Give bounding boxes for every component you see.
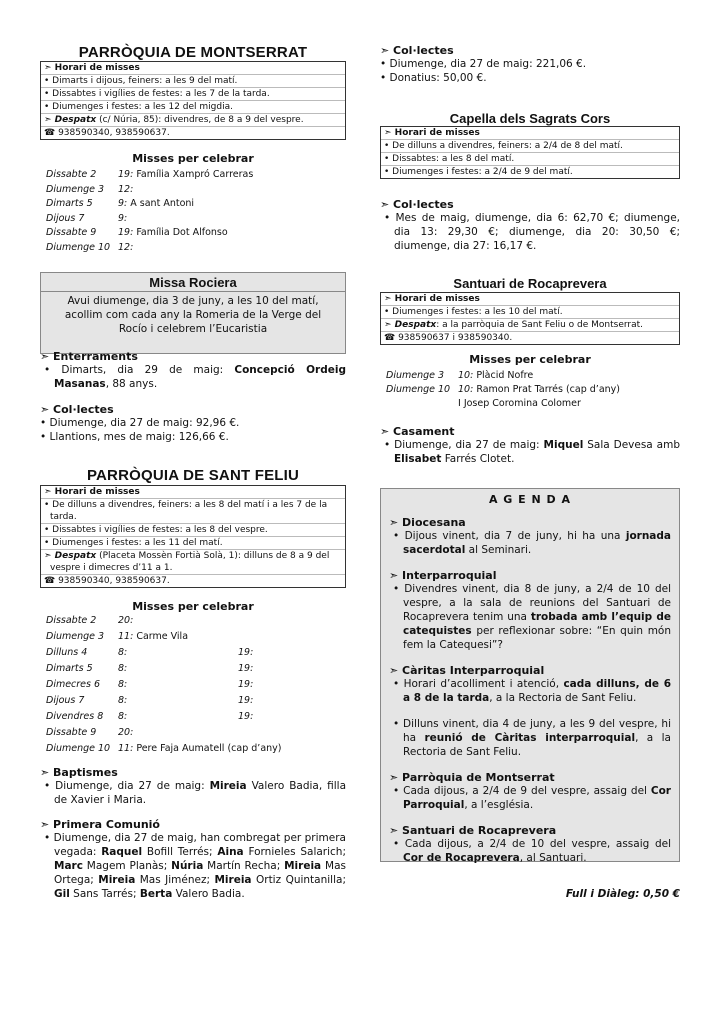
misses-hour: 11: [118, 631, 134, 642]
agenda-caritas1-post: , a la Rectoria de Sant Feliu. [489, 692, 637, 704]
misses-text: Plàcid Nofre [473, 370, 534, 381]
misses-hour-2: 19: [238, 695, 254, 706]
baptismes-pre: • Diumenge, dia 27 de maig: [44, 780, 210, 792]
footer-price: Full i Diàleg: 0,50 € [565, 888, 680, 900]
montserrat-misses-table [40, 168, 346, 256]
capella-horari-item: • De dilluns a divendres, feiners: a 2/4 de 8 del matí. [381, 140, 679, 153]
misses-row [40, 168, 346, 183]
enterraments-pre: • Dimarts, dia 29 de maig: [44, 364, 235, 376]
misses-intention [118, 197, 194, 211]
enterraments-text [40, 363, 346, 391]
misses-intention [118, 742, 282, 756]
misses-text: Ramon Prat Tarrés (cap d’any) [473, 384, 620, 395]
rocaprevera-misses-table [380, 369, 680, 411]
agenda-sr-text [389, 837, 671, 865]
agenda-caritas2-post: , a la Rectoria de Sant Feliu. [403, 732, 671, 758]
agenda-diocesana-title: ➣ Diocesana [389, 516, 466, 529]
montserrat-despatx [41, 114, 345, 127]
rocaprevera-title: Santuari de Rocaprevera [453, 276, 607, 291]
misses-day: Dijous 7 [46, 212, 85, 224]
misses-day: Diumenge 10 [46, 241, 111, 253]
comunio-first-name: Berta [139, 888, 173, 900]
misses-hour-2: 19: [238, 647, 254, 658]
despatx-label: ➣ Despatx [44, 115, 97, 125]
misses-row [40, 212, 346, 227]
rocaprevera-despatx [381, 319, 679, 332]
agenda-caritas-text-2 [389, 717, 671, 759]
misses-hour: 8: [118, 695, 128, 706]
collectes-c-text: • Mes de maig, diumenge, dia 6: 62,70 €; diumenge, dia 13: 29,30 €; diumenge, dia 20: 30,50 €; diumenge, dia 27: 16,17 €. [384, 212, 680, 252]
santfeliu-horari-item: • Dissabtes i vigílies de festes: a les 8 del vespre. [41, 524, 345, 537]
misses-row [380, 383, 680, 397]
baptismes-title: ➣ Baptismes [40, 766, 118, 779]
misses-hour: 8: [118, 711, 128, 722]
misses-intention [118, 694, 127, 708]
agenda-title: A G E N D A [488, 493, 572, 506]
santfeliu-phone: ☎ 938590340, 938590637. [44, 576, 170, 586]
misses-intention [118, 241, 133, 255]
agenda-sr-pre: • Cada dijous, a 2/4 de 10 del vespre, assaig del [393, 838, 671, 850]
comunio-first-name: Gil [54, 888, 70, 900]
misses-hour-2: 19: [238, 711, 254, 722]
misses-day: Dilluns 4 [46, 647, 88, 658]
misses-row [40, 678, 346, 694]
rociera-title: Missa Rociera [41, 273, 345, 292]
misses-day: Dimecres 6 [46, 679, 101, 690]
comunio-last-name: Mas Ortega; [54, 860, 346, 886]
enterraments-title: ➣ Enterraments [40, 350, 138, 363]
capella-horari-item: • Dissabtes: a les 8 del matí. [381, 153, 679, 166]
comunio-last-name: Fornieles Salarich; [243, 846, 346, 858]
misses-day: Diumenge 10 [386, 384, 451, 395]
collectes-sf-item: • Donatius: 50,00 €. [380, 72, 487, 84]
misses-hour-2: 19: [238, 679, 254, 690]
agenda-pm-text [389, 784, 671, 812]
misses-hour: 11: [118, 743, 134, 754]
rociera-text: Avui diumenge, dia 3 de juny, a les 10 del matí, acollim com cada any la Romeria de la Verge del Rocío i celebrem l’Eucaristia [64, 295, 322, 335]
casament-section [380, 425, 680, 466]
misses-row-extra [380, 397, 680, 411]
misses-hour: 8: [118, 679, 128, 690]
misses-hour: 12: [118, 183, 134, 195]
misses-intention [118, 226, 228, 240]
casament-name-1: Miquel [543, 439, 584, 451]
capella-horari-box [380, 126, 680, 179]
comunio-last-name: Martín Recha; [203, 860, 285, 872]
baptismes-section [40, 766, 346, 807]
misses-text: Família Xampró Carreras [133, 169, 254, 180]
misses-intention [118, 212, 127, 226]
misses-day: Diumenge 3 [46, 631, 105, 642]
despatx-text: (c/ Núria, 85): divendres, de 8 a 9 del vespre. [96, 115, 304, 125]
misses-day: Dimarts 5 [46, 198, 93, 210]
montserrat-horari-item: • Diumenges i festes: a les 12 del migdia. [41, 101, 345, 114]
montserrat-title: PARRÒQUIA DE MONTSERRAT [78, 44, 308, 61]
montserrat-misses-title: Misses per celebrar [132, 152, 254, 165]
rocaprevera-horari-item: • Diumenges i festes: a les 10 del matí. [381, 306, 679, 319]
santfeliu-horari-box [40, 485, 346, 588]
enterraments-name: Concepció Ordeig Masanas [54, 364, 346, 390]
collectes-sf-item: • Diumenge, dia 27 de maig: 221,06 €. [380, 58, 587, 70]
misses-hour-2: 19: [238, 663, 254, 674]
agenda-inter-title: ➣ Interparroquial [389, 569, 497, 582]
montserrat-horari-box [40, 61, 346, 140]
misses-intention [118, 168, 253, 182]
agenda-caritas2-bold: reunió de Càritas interparroquial [424, 732, 636, 744]
misses-day: Diumenge 3 [46, 183, 105, 195]
santfeliu-horari-title: ➣ Horari de misses [41, 486, 345, 499]
misses-row [40, 646, 346, 662]
misses-hour: 19: [118, 227, 134, 239]
misses-text: Família Dot Alfonso [133, 227, 228, 239]
enterraments-post: , 88 anys. [105, 378, 158, 390]
agenda-sr-title: ➣ Santuari de Rocaprevera [389, 824, 557, 837]
misses-hour: 12: [118, 241, 134, 253]
montserrat-phone: ☎ 938590340, 938590637. [44, 128, 170, 138]
misses-day: Diumenge 3 [386, 370, 445, 381]
misses-day: Dimarts 5 [46, 663, 93, 674]
despatx-label: ➣ Despatx [384, 320, 437, 330]
agenda-pm-bold: Cor Parroquial [403, 785, 671, 811]
misses-day: Dissabte 2 [46, 615, 97, 626]
casament-name-2: Elisabet [394, 453, 442, 465]
comunio-intro: • Diumenge, dia 27 de maig, han combregat per primera vegada: [44, 832, 346, 858]
misses-row [40, 742, 346, 758]
rocaprevera-horari-box [380, 292, 680, 345]
misses-intention [118, 614, 133, 628]
despatx-text: (Placeta Mossèn Fortià Solà, 1): dilluns de 8 a 9 del vespre i dimecres d’11 a 1. [50, 551, 330, 573]
misses-hour: 8: [118, 663, 128, 674]
agenda-pm-post: , a l’església. [464, 799, 534, 811]
casament-title: ➣ Casament [380, 425, 455, 438]
baptismes-text [40, 779, 346, 807]
misses-day: Dissabte 2 [46, 169, 97, 180]
agenda-pm-title: ➣ Parròquia de Montserrat [389, 771, 555, 784]
comunio-last-name: Magem Planàs; [82, 860, 172, 872]
rocaprevera-phone: ☎ 938590637 i 938590340. [384, 333, 513, 343]
agenda-caritas1-bold: cada dilluns, de 6 a 8 de la tarda [403, 678, 671, 704]
enterraments-section [40, 350, 346, 391]
agenda-sr-post: , al Santuari. [519, 852, 587, 864]
misses-intention [118, 630, 188, 644]
misses-day: Diumenge 10 [46, 743, 111, 754]
agenda-inter-pre: • Divendres vinent, dia 8 de juny, a 2/4 de 10 del vespre, a la sala de reunions del Santuari de Rocaprevera tenim una [393, 583, 671, 623]
misses-text: Pere Faja Aumatell (cap d’any) [133, 743, 282, 754]
misses-row [40, 662, 346, 678]
misses-hour: 9: [118, 198, 128, 210]
comunio-first-name: Raquel [101, 846, 143, 858]
comunio-first-name: Mireia [214, 874, 252, 886]
misses-hour: 20: [118, 615, 134, 626]
misses-text: A sant Antoni [127, 198, 195, 210]
collectes-sf-title: ➣ Col·lectes [380, 44, 454, 57]
misses-intention [458, 383, 620, 397]
comunio-last-name: Sans Tarrés; [69, 888, 140, 900]
collectes-m-title: ➣ Col·lectes [40, 403, 114, 416]
misses-day: Dissabte 9 [46, 227, 97, 239]
misses-row [40, 241, 346, 256]
misses-hour: 9: [118, 212, 128, 224]
agenda-caritas-text-1 [389, 677, 671, 705]
agenda-diocesana-bold: jornada sacerdotal [403, 530, 671, 556]
agenda-diocesana-text [389, 529, 671, 557]
misses-intention [118, 726, 133, 740]
collectes-m-section [40, 403, 346, 444]
comunio-last-name: Valero Badia. [172, 888, 245, 900]
comunio-last-name: Ortiz Quintanilla; [251, 874, 346, 886]
misses-text: I Josep Coromina Colomer [458, 398, 581, 409]
misses-intention [118, 662, 127, 676]
misses-row [40, 197, 346, 212]
agenda-inter-post: per reflexionar sobre: “En quin món fem la Catequesi”? [403, 625, 671, 651]
santfeliu-misses-table [40, 614, 346, 758]
misses-intention [458, 369, 533, 383]
misses-row [40, 630, 346, 646]
misses-row [40, 614, 346, 630]
comunio-first-name: Marc [54, 860, 83, 872]
despatx-label: ➣ Despatx [44, 551, 97, 561]
collectes-m-item: • Diumenge, dia 27 de maig: 92,96 €. [40, 417, 240, 429]
misses-text: Carme Vila [133, 631, 189, 642]
misses-intention [118, 710, 127, 724]
misses-hour: 10: [458, 384, 474, 395]
montserrat-horari-title: ➣ Horari de misses [41, 62, 345, 75]
agenda-sr-bold: Cor de Rocaprevera [403, 852, 520, 864]
comunio-first-name: Núria [171, 860, 204, 872]
agenda-caritas-title: ➣ Càritas Interparroquial [389, 664, 545, 677]
collectes-sf-section [380, 44, 680, 85]
rocaprevera-horari-title: ➣ Horari de misses [381, 293, 679, 306]
capella-horari-item: • Diumenges i festes: a 2/4 de 9 del matí. [384, 167, 573, 177]
casament-post: Farrés Clotet. [441, 453, 515, 465]
misses-day: Dijous 7 [46, 695, 85, 706]
comunio-last-name: Mas Jiménez; [135, 874, 215, 886]
agenda-inter-bold: trobada amb l’equip de catequistes [403, 611, 671, 637]
santfeliu-despatx [41, 550, 345, 575]
rocaprevera-misses-title: Misses per celebrar [469, 353, 591, 366]
agenda-box [380, 488, 680, 862]
misses-hour: 20: [118, 727, 134, 738]
collectes-m-item: • Llantions, mes de maig: 126,66 €. [40, 431, 229, 443]
misses-row [40, 710, 346, 726]
collectes-c-section [380, 198, 680, 253]
comunio-section [40, 818, 346, 901]
agenda-diocesana-pre: • Dijous vinent, dia 7 de juny, hi ha una [393, 530, 626, 542]
comunio-title: ➣ Primera Comunió [40, 818, 160, 831]
comunio-first-name: Mireia [98, 874, 136, 886]
casament-pre: • Diumenge, dia 27 de maig: [384, 439, 544, 451]
misses-intention [118, 678, 127, 692]
misses-intention [118, 183, 133, 197]
casament-text [380, 438, 680, 466]
comunio-first-name: Aina [217, 846, 244, 858]
agenda-inter-text [389, 582, 671, 652]
misses-hour: 10: [458, 370, 474, 381]
agenda-caritas1-pre: • Horari d’acolliment i atenció, [393, 678, 564, 690]
capella-title: Capella dels Sagrats Cors [449, 111, 611, 126]
misses-row [40, 226, 346, 241]
montserrat-horari-item: • Dimarts i dijous, feiners: a les 9 del matí. [41, 75, 345, 88]
santfeliu-horari-item: • De dilluns a divendres, feiners: a les 8 del matí i a les 7 de la tarda. [41, 499, 345, 524]
santfeliu-horari-item: • Diumenges i festes: a les 11 del matí. [41, 537, 345, 550]
comunio-first-name: Mireia [284, 860, 322, 872]
misses-day: Dissabte 9 [46, 727, 97, 738]
misses-day: Divendres 8 [46, 711, 104, 722]
santfeliu-misses-title: Misses per celebrar [132, 600, 254, 613]
misses-row [40, 726, 346, 742]
collectes-c-title: ➣ Col·lectes [380, 198, 454, 211]
despatx-text: : a la parròquia de Sant Feliu o de Montserrat. [436, 320, 644, 330]
rociera-box [40, 272, 346, 354]
santfeliu-title: PARRÒQUIA DE SANT FELIU [86, 467, 300, 484]
misses-row [380, 369, 680, 383]
comunio-text [40, 831, 346, 901]
agenda-pm-pre: • Cada dijous, a 2/4 de 9 del vespre, assaig del [393, 785, 651, 797]
agenda-caritas2-pre: • Dilluns vinent, dia 4 de juny, a les 9 del vespre, hi ha [393, 718, 671, 744]
agenda-diocesana-post: al Seminari. [465, 544, 532, 556]
misses-intention [118, 646, 127, 660]
casament-mid: Sala Devesa amb [583, 439, 680, 451]
misses-hour: 8: [118, 647, 128, 658]
baptismes-name: Mireia [209, 780, 247, 792]
misses-row [40, 183, 346, 198]
baptismes-post: Valero Badia, filla de Xavier i Maria. [54, 780, 347, 806]
misses-hour: 19: [118, 169, 134, 180]
misses-row [40, 694, 346, 710]
capella-horari-title: ➣ Horari de misses [381, 127, 679, 140]
comunio-last-name: Bofill Terrés; [142, 846, 218, 858]
montserrat-horari-item: • Dissabtes i vigílies de festes: a les 7 de la tarda. [41, 88, 345, 101]
